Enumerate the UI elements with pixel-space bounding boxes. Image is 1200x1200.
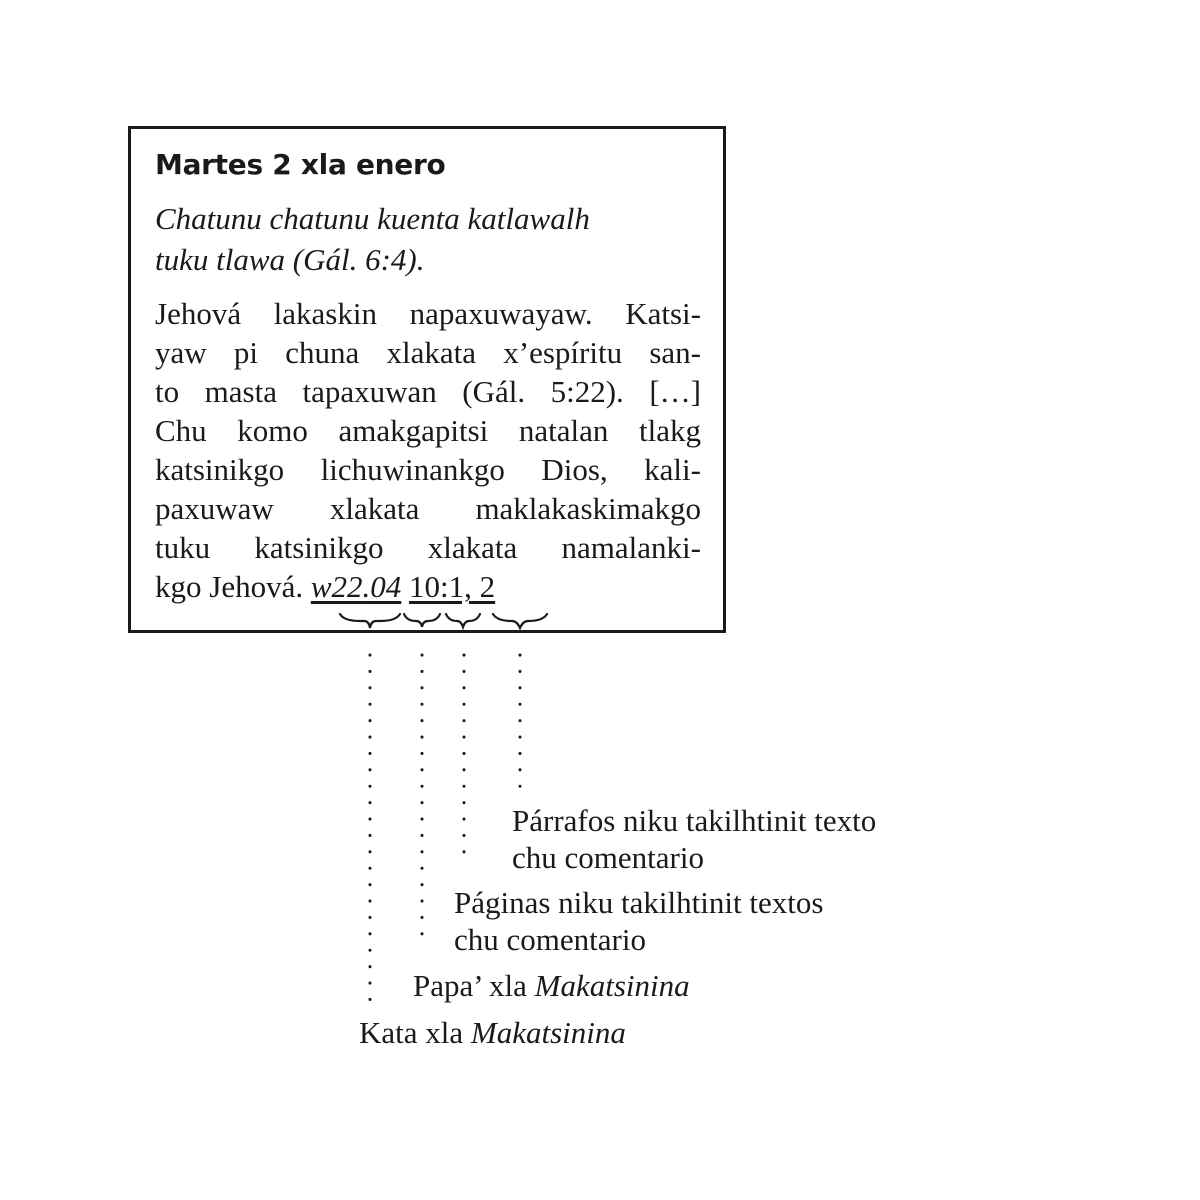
comment-word: 5:22). xyxy=(550,374,624,409)
comment-word: Jehová xyxy=(155,296,242,331)
label-pages-line-2: chu comentario xyxy=(454,922,646,957)
comment-word: (Gál. xyxy=(462,374,526,409)
label-year-prefix: Kata xla xyxy=(359,1015,471,1050)
reference-paragraphs: :1, 2 xyxy=(440,569,496,604)
brace-issue xyxy=(404,614,440,627)
comment-word: san- xyxy=(649,335,701,370)
comment-word: natalan xyxy=(518,413,609,448)
comment-word: […] xyxy=(649,374,701,409)
reference-publication: w22 xyxy=(310,569,363,604)
comment-word: x’espíritu xyxy=(503,335,623,370)
comment-word: maklakaskimakgo xyxy=(475,491,701,526)
comment-word: komo xyxy=(237,413,308,448)
comment-word: xlakata xyxy=(329,491,420,526)
comment-word: yaw xyxy=(155,335,207,370)
comment-word: pi xyxy=(233,335,259,370)
comment-word: lakaskin xyxy=(273,296,377,331)
label-paragraphs-line-1: Párrafos niku takilhtinit texto xyxy=(512,803,877,838)
comment-word: lichuwinankgo xyxy=(320,452,505,487)
comment-word: tlakg xyxy=(639,413,701,448)
comment-word: Katsi- xyxy=(625,296,701,331)
label-issue xyxy=(413,967,690,1004)
comment-word: paxuwaw xyxy=(155,491,274,526)
label-year xyxy=(359,1014,626,1051)
comment-word: chuna xyxy=(285,335,360,370)
comment-word: xlakata xyxy=(386,335,477,370)
brace-page xyxy=(446,614,480,627)
comment-word: katsinikgo xyxy=(254,530,384,565)
verse-line-2: tuku tlawa (Gál. 6:4). xyxy=(155,242,425,277)
day-title: Martes 2 xla enero xyxy=(155,148,446,181)
comment-word: amakgapitsi xyxy=(338,413,489,448)
label-issue-prefix: Papa’ xla xyxy=(413,968,535,1003)
comment-word: xlakata xyxy=(427,530,518,565)
comment-word: katsinikgo xyxy=(155,452,285,487)
comment-word: Chu xyxy=(155,413,207,448)
reference-issue: .04 xyxy=(362,569,402,604)
label-issue-italic: Makatsinina xyxy=(534,968,690,1003)
reference-page: 10 xyxy=(409,569,441,604)
comment-word: namalanki- xyxy=(561,530,701,565)
label-pages xyxy=(454,884,823,958)
comment-word: Dios, xyxy=(541,452,608,487)
comment-word: kali- xyxy=(644,452,701,487)
comment-last-text: kgo Jehová. xyxy=(155,569,304,604)
brace-publication xyxy=(340,614,400,628)
label-year-italic: Makatsinina xyxy=(470,1015,626,1050)
verse-line-1: Chatunu chatunu kuenta katlawalh xyxy=(155,201,590,236)
comment-word: to xyxy=(155,374,180,409)
comment-word: masta xyxy=(204,374,277,409)
label-paragraphs-line-2: chu comentario xyxy=(512,840,704,875)
comment-word: tapaxuwan xyxy=(302,374,437,409)
comment-word: napaxuwayaw. xyxy=(409,296,593,331)
comment-word: tuku xyxy=(155,530,211,565)
brace-paragraphs xyxy=(493,614,547,628)
label-pages-line-1: Páginas niku takilhtinit textos xyxy=(454,885,824,920)
label-paragraphs xyxy=(512,802,876,876)
